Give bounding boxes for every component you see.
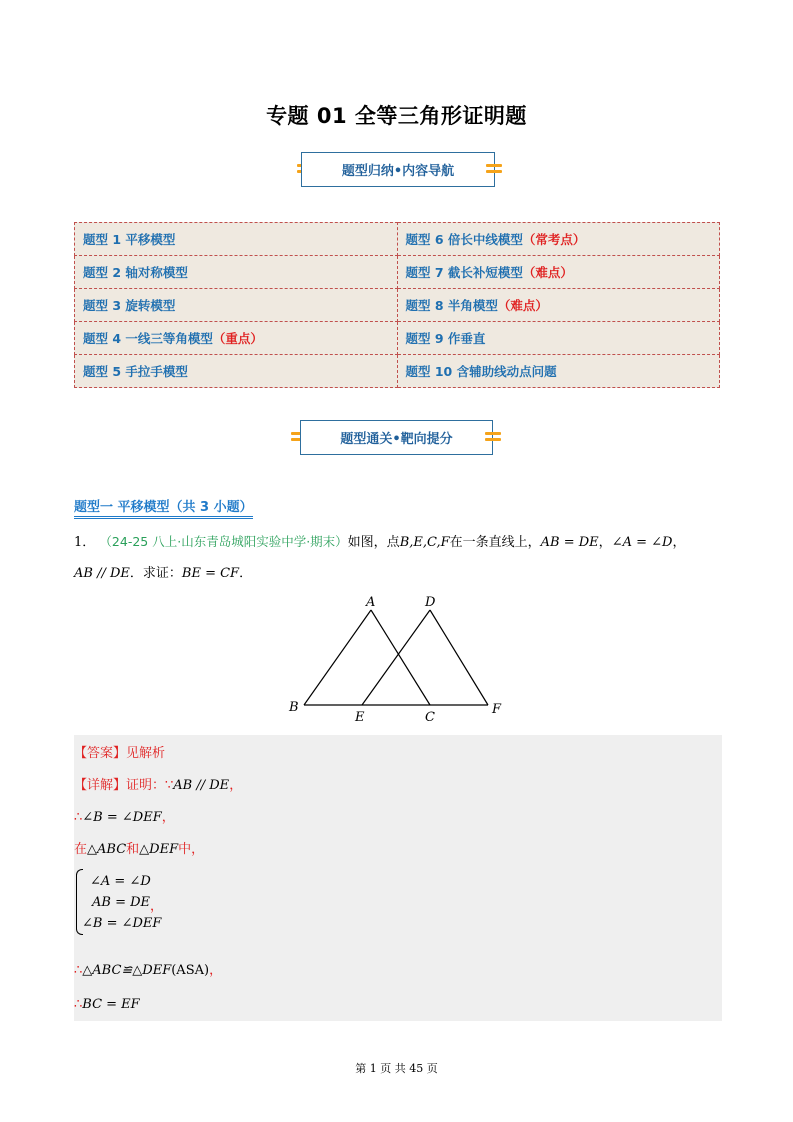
segment-ab (304, 610, 371, 705)
step-4 (74, 997, 140, 1012)
topic-tag: （难点） (497, 298, 548, 313)
topic-row (75, 223, 720, 256)
triangle-figure (280, 590, 510, 725)
topic-label: 题型 3 旋转模型 (83, 298, 176, 313)
topic-row (75, 355, 720, 388)
triangle-def: △DEF (139, 842, 179, 857)
step-text: 和 (126, 842, 140, 857)
page-title: 专题 01 全等三角形证明题 (266, 104, 527, 128)
question-text: 如图，点 (347, 535, 400, 550)
triangle-abc: △ABC (87, 842, 127, 857)
step-1-formula: ∠B = ∠DEF (82, 810, 162, 825)
system-line-1: ∠A = ∠D (90, 874, 151, 889)
topic-label: 题型 9 作垂直 (405, 331, 486, 346)
question-points: B,E,C,F (399, 535, 450, 550)
topic-label: 题型 4 一线三等角模型 (83, 331, 213, 346)
segment-ac (371, 610, 430, 705)
topic-row (75, 256, 720, 289)
answer-line (74, 742, 165, 761)
topic-cell-left (75, 355, 398, 388)
topic-label: 题型 5 手拉手模型 (83, 364, 188, 379)
label-b: B (289, 700, 299, 715)
segment-df (430, 610, 488, 705)
step-3-reason: (ASA) (171, 963, 210, 978)
system-comma: ， (150, 899, 164, 914)
practice-navigation-box (300, 420, 493, 455)
question-text: 在一条直线上， (449, 535, 541, 550)
label-d: D (425, 595, 436, 610)
answer-value: 见解析 (126, 746, 166, 761)
therefore-symbol: ∴ (74, 963, 83, 978)
topic-label: 题型 8 半角模型 (405, 298, 498, 313)
punctuation: ， (209, 963, 223, 978)
condition-1: AB = DE (540, 535, 599, 550)
page-footer: 第 1 页 共 45 页 (355, 1062, 438, 1075)
condition-2: ∠A = ∠D (611, 535, 673, 550)
step-1 (74, 806, 175, 825)
content-navigation-box (301, 152, 495, 187)
question-source: （24-25 八上·山东青岛城阳实验中学·期末） (99, 534, 348, 549)
topic-label: 题型 1 平移模型 (83, 232, 176, 247)
topic-tag: （重点） (212, 331, 263, 346)
topic-cell-left (75, 256, 398, 289)
topic-cell-right (397, 355, 720, 388)
label-f: F (492, 702, 502, 717)
step-text: 中， (178, 842, 205, 857)
question-text: ．求证： (129, 566, 182, 581)
detail-label: 【详解】 (74, 778, 127, 793)
detail-intro: 证明：∵ (126, 778, 174, 793)
practice-navigation-label: 题型通关•靶向提分 (340, 432, 453, 447)
nav-decoration-right-icon (485, 430, 501, 444)
segment-de (362, 610, 430, 705)
topic-tag: （常考点） (522, 232, 586, 247)
topic-cell-right (397, 322, 720, 355)
step-2 (74, 838, 204, 857)
topic-cell-right (397, 256, 720, 289)
step-3 (74, 959, 222, 978)
step-3-formula: △ABC≌△DEF (82, 963, 172, 978)
question-text: ， (672, 535, 686, 550)
question-text: ， (598, 535, 612, 550)
topic-cell-left (75, 322, 398, 355)
topic-row (75, 289, 720, 322)
detail-condition: AB // DE (173, 778, 230, 793)
topic-label: 题型 7 截长补短模型 (405, 265, 523, 280)
topic-tag: （难点） (522, 265, 573, 280)
condition-3: AB // DE (74, 566, 130, 581)
topic-label: 题型 2 轴对称模型 (83, 265, 188, 280)
punctuation: ， (229, 778, 243, 793)
topic-label: 题型 6 倍长中线模型 (405, 232, 523, 247)
topic-cell-left (75, 223, 398, 256)
topic-row (75, 322, 720, 355)
question-text: ． (239, 566, 253, 581)
label-e: E (355, 710, 365, 725)
step-4-formula: BC = EF (82, 997, 140, 1012)
step-text: 在 (74, 842, 88, 857)
label-c: C (425, 710, 435, 725)
topic-table (74, 222, 720, 388)
system-line-3: ∠B = ∠DEF (82, 916, 162, 931)
detail-line (74, 774, 242, 793)
question-line-1 (74, 531, 685, 550)
question-goal: BE = CF (181, 566, 240, 581)
nav-decoration-right-icon (486, 162, 502, 176)
therefore-symbol: ∴ (74, 997, 83, 1012)
punctuation: ， (161, 810, 175, 825)
therefore-symbol: ∴ (74, 810, 83, 825)
section-heading: 题型一 平移模型（共 3 小题） (74, 496, 253, 519)
topic-label: 题型 10 含辅助线动点问题 (405, 364, 557, 379)
answer-label: 【答案】 (74, 746, 127, 761)
system-line-2: AB = DE (92, 895, 151, 910)
question-number: 1． (74, 535, 96, 550)
label-a: A (366, 595, 376, 610)
topic-cell-right (397, 289, 720, 322)
topic-cell-right (397, 223, 720, 256)
topic-cell-left (75, 289, 398, 322)
content-navigation-label: 题型归纳•内容导航 (341, 164, 455, 179)
question-line-2 (74, 562, 252, 581)
